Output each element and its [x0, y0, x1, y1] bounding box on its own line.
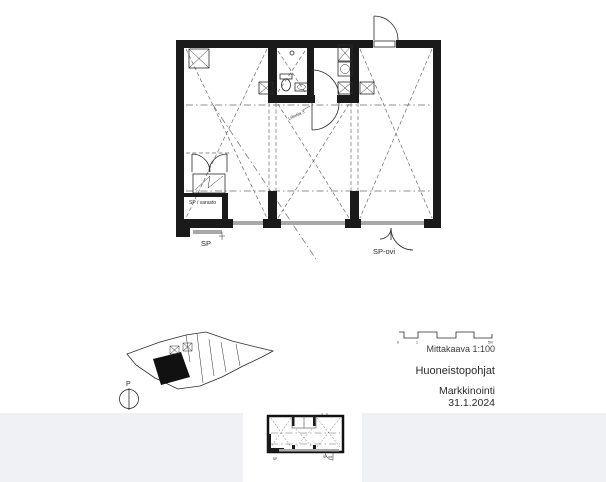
entrance-door-arc	[374, 16, 398, 40]
date-label: 31.1.2024	[448, 397, 495, 409]
next-page-preview	[243, 413, 362, 482]
fixtures	[189, 45, 374, 240]
north-label: P	[126, 381, 131, 388]
appliance-icon	[338, 62, 352, 76]
document-type-label: Huoneistopohjat	[415, 365, 495, 377]
mini-floor-plan	[243, 413, 362, 482]
north-arrow	[120, 381, 139, 410]
sp-door-arc-small	[380, 228, 391, 239]
shower-drain-icon	[290, 51, 294, 55]
site-plan	[120, 332, 274, 410]
storage-label: SP / varasto	[189, 200, 217, 206]
apartment-walls	[176, 40, 441, 237]
scale-tick: 0	[397, 340, 399, 345]
bathroom-door-arc	[312, 70, 339, 97]
main-floor-plan	[176, 16, 441, 262]
room-label: Liiketila 3	[287, 108, 306, 121]
sp-door-label: SP-ovi	[373, 247, 396, 256]
scale-bar	[397, 332, 493, 345]
mini-sp-door-label: SP-ovi	[323, 455, 333, 459]
scale-tick: 1	[416, 340, 418, 345]
purpose-label: Markkinointi	[438, 385, 495, 397]
toilet-icon	[280, 74, 292, 79]
scale-tick: 5m	[488, 340, 493, 345]
mini-sp-label: SP	[273, 457, 278, 461]
sp-label: SP	[201, 239, 212, 248]
scale-label: Mittakaava 1:100	[426, 344, 495, 354]
